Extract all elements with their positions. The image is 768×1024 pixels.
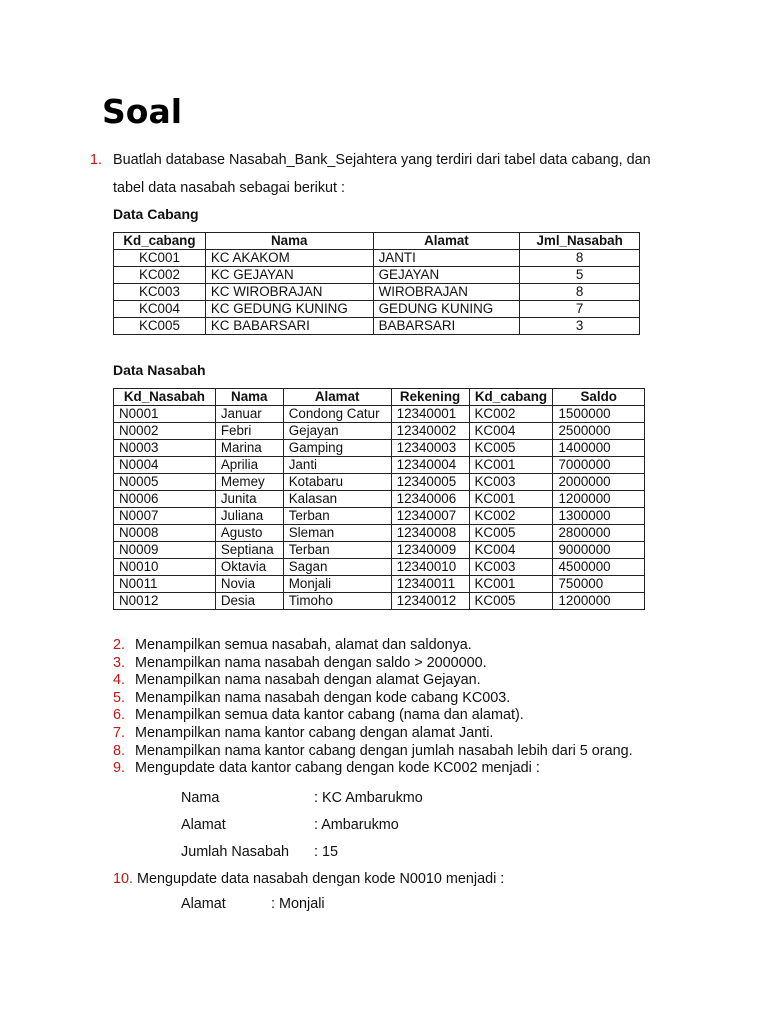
question-1-number: 1. (90, 152, 103, 168)
field-value: : KC Ambarukmo (314, 790, 423, 806)
table-row (114, 474, 645, 491)
table-cell: Aprilia (215, 457, 283, 474)
field-value: : Monjali (271, 896, 325, 912)
table-cell: Juliana (215, 508, 283, 525)
table-cell: KC002 (114, 267, 206, 284)
table-cell: KC004 (469, 542, 553, 559)
table-row (114, 250, 640, 267)
table-row (114, 525, 645, 542)
column-header: Kd_cabang (114, 233, 206, 250)
table-cell: 5 (520, 267, 640, 284)
table-cell: KC005 (469, 525, 553, 542)
table-cell: 7 (520, 301, 640, 318)
table-cell: KC002 (469, 508, 553, 525)
question-text: Menampilkan nama nasabah dengan alamat Gejayan. (135, 672, 481, 689)
question-1-line-1 (90, 152, 651, 169)
table-cell: 12340010 (391, 559, 469, 576)
column-header: Rekening (391, 389, 469, 406)
table-cell: KC GEDUNG KUNING (205, 301, 373, 318)
question-text: Mengupdate data kantor cabang dengan kode KC002 menjadi : (135, 760, 540, 777)
table-cell: Timoho (283, 593, 391, 610)
table-cell: KC AKAKOM (205, 250, 373, 267)
field-label: Nama (181, 790, 220, 806)
table-cell: N0010 (114, 559, 216, 576)
table-cell: N0007 (114, 508, 216, 525)
table-cell: KC003 (114, 284, 206, 301)
list-item (113, 655, 633, 673)
question-number: 3. (113, 654, 126, 671)
column-header: Jml_Nasabah (520, 233, 640, 250)
list-item (113, 637, 633, 655)
table-cell: Sleman (283, 525, 391, 542)
table-cell: 4500000 (553, 559, 645, 576)
table-cell: N0005 (114, 474, 216, 491)
question-text: Menampilkan nama kantor cabang dengan jumlah nasabah lebih dari 5 orang. (135, 742, 633, 759)
table-cell: N0002 (114, 423, 216, 440)
table-cell: Septiana (215, 542, 283, 559)
table-cell: 2800000 (553, 525, 645, 542)
data-cabang-table (113, 232, 640, 335)
table-cell: KC BABARSARI (205, 318, 373, 335)
table-cell: Januar (215, 406, 283, 423)
field-value: : 15 (314, 844, 339, 860)
column-header: Alamat (373, 233, 520, 250)
column-header: Kd_cabang (469, 389, 553, 406)
column-header: Nama (205, 233, 373, 250)
table-cell: 9000000 (553, 542, 645, 559)
table-row (114, 491, 645, 508)
table-cell: Novia (215, 576, 283, 593)
table-row (114, 406, 645, 423)
table-cell: WIROBRAJAN (373, 284, 520, 301)
table-cell: KC004 (469, 423, 553, 440)
table-cell: N0004 (114, 457, 216, 474)
table-cell: Terban (283, 508, 391, 525)
table-cell: 12340005 (391, 474, 469, 491)
table-cell: N0012 (114, 593, 216, 610)
table-cell: KC001 (469, 576, 553, 593)
question-text: Menampilkan semua nasabah, alamat dan saldonya. (135, 637, 472, 653)
table-cell: KC WIROBRAJAN (205, 284, 373, 301)
field-value: : Ambarukmo (314, 817, 399, 833)
list-item (113, 743, 633, 761)
question-number: 7. (113, 724, 126, 741)
table-cell: KC001 (469, 457, 553, 474)
table-cell: Marina (215, 440, 283, 457)
question-1-line-2: tabel data nasabah sebagai berikut : (113, 180, 346, 196)
data-cabang-heading: Data Cabang (113, 206, 199, 222)
table-cell: KC003 (469, 559, 553, 576)
column-header: Kd_Nasabah (114, 389, 216, 406)
table-cell: 1200000 (553, 491, 645, 508)
field-label: Jumlah Nasabah (181, 844, 289, 860)
table-row (114, 508, 645, 525)
question-10-number: 10. (113, 871, 134, 887)
column-header: Saldo (553, 389, 645, 406)
table-cell: KC002 (469, 406, 553, 423)
table-cell: KC004 (114, 301, 206, 318)
table-cell: 12340008 (391, 525, 469, 542)
table-row (114, 576, 645, 593)
table-cell: 2500000 (553, 423, 645, 440)
table-cell: 1300000 (553, 508, 645, 525)
question-10-text: Mengupdate data nasabah dengan kode N0010 menjadi : (137, 871, 505, 887)
table-row (114, 267, 640, 284)
table-cell: 12340001 (391, 406, 469, 423)
table-cell: 1400000 (553, 440, 645, 457)
column-header: Alamat (283, 389, 391, 406)
table-cell: Memey (215, 474, 283, 491)
question-list (113, 637, 633, 778)
field-label: Alamat (181, 896, 226, 912)
update-10-fields (181, 896, 481, 916)
table-cell: KC GEJAYAN (205, 267, 373, 284)
table-row (114, 457, 645, 474)
table-cell: KC005 (469, 593, 553, 610)
table-row (114, 440, 645, 457)
table-cell: 12340002 (391, 423, 469, 440)
table-cell: 1500000 (553, 406, 645, 423)
column-header: Nama (215, 389, 283, 406)
table-cell: KC001 (469, 491, 553, 508)
list-item (113, 725, 633, 743)
table-cell: N0003 (114, 440, 216, 457)
question-10 (113, 871, 504, 888)
table-row (114, 318, 640, 335)
table-cell: Oktavia (215, 559, 283, 576)
table-cell: N0011 (114, 576, 216, 593)
question-number: 5. (113, 689, 126, 706)
question-text: Menampilkan nama nasabah dengan kode cabang KC003. (135, 689, 511, 706)
table-cell: 8 (520, 250, 640, 267)
table-cell: 12340012 (391, 593, 469, 610)
table-header-row (114, 389, 645, 406)
table-cell: GEJAYAN (373, 267, 520, 284)
table-cell: N0008 (114, 525, 216, 542)
table-cell: JANTI (373, 250, 520, 267)
table-cell: GEDUNG KUNING (373, 301, 520, 318)
table-cell: N0006 (114, 491, 216, 508)
table-cell: N0001 (114, 406, 216, 423)
table-header-row (114, 233, 640, 250)
table-cell: KC005 (114, 318, 206, 335)
table-cell: Junita (215, 491, 283, 508)
table-cell: Monjali (283, 576, 391, 593)
table-row (114, 423, 645, 440)
table-cell: 3 (520, 318, 640, 335)
table-cell: 1200000 (553, 593, 645, 610)
table-row (114, 301, 640, 318)
table-cell: 12340004 (391, 457, 469, 474)
update-9-fields (181, 790, 481, 870)
list-item (113, 707, 633, 725)
table-cell: Condong Catur (283, 406, 391, 423)
list-item (113, 760, 633, 778)
question-number: 4. (113, 672, 126, 689)
table-cell: 2000000 (553, 474, 645, 491)
list-item (113, 672, 633, 690)
data-nasabah-heading: Data Nasabah (113, 362, 206, 378)
table-cell: Sagan (283, 559, 391, 576)
question-number: 8. (113, 742, 126, 759)
table-cell: Janti (283, 457, 391, 474)
list-item (113, 690, 633, 708)
table-cell: 7000000 (553, 457, 645, 474)
question-1-text: Buatlah database Nasabah_Bank_Sejahtera yang terdiri dari tabel data cabang, dan (113, 152, 651, 168)
table-cell: Kotabaru (283, 474, 391, 491)
question-text: Menampilkan nama kantor cabang dengan alamat Janti. (135, 724, 494, 741)
question-text: Menampilkan semua data kantor cabang (nama dan alamat). (135, 707, 524, 724)
table-cell: 12340003 (391, 440, 469, 457)
table-cell: N0009 (114, 542, 216, 559)
question-number: 9. (113, 760, 126, 777)
question-number: 2. (113, 637, 126, 653)
field-label: Alamat (181, 817, 226, 833)
table-row (114, 542, 645, 559)
table-cell: 8 (520, 284, 640, 301)
data-nasabah-table (113, 388, 645, 610)
table-cell: 12340011 (391, 576, 469, 593)
table-row (114, 284, 640, 301)
question-text: Menampilkan nama nasabah dengan saldo > 2000000. (135, 654, 487, 671)
table-cell: Terban (283, 542, 391, 559)
table-cell: 12340009 (391, 542, 469, 559)
table-cell: KC001 (114, 250, 206, 267)
table-cell: Desia (215, 593, 283, 610)
table-cell: 12340007 (391, 508, 469, 525)
table-cell: Agusto (215, 525, 283, 542)
table-row (114, 559, 645, 576)
table-cell: KC005 (469, 440, 553, 457)
page-title: Soal (102, 92, 183, 131)
table-cell: Kalasan (283, 491, 391, 508)
question-number: 6. (113, 707, 126, 724)
table-cell: Gejayan (283, 423, 391, 440)
table-cell: KC003 (469, 474, 553, 491)
table-cell: BABARSARI (373, 318, 520, 335)
table-cell: Febri (215, 423, 283, 440)
table-cell: Gamping (283, 440, 391, 457)
table-cell: 12340006 (391, 491, 469, 508)
table-cell: 750000 (553, 576, 645, 593)
table-row (114, 593, 645, 610)
